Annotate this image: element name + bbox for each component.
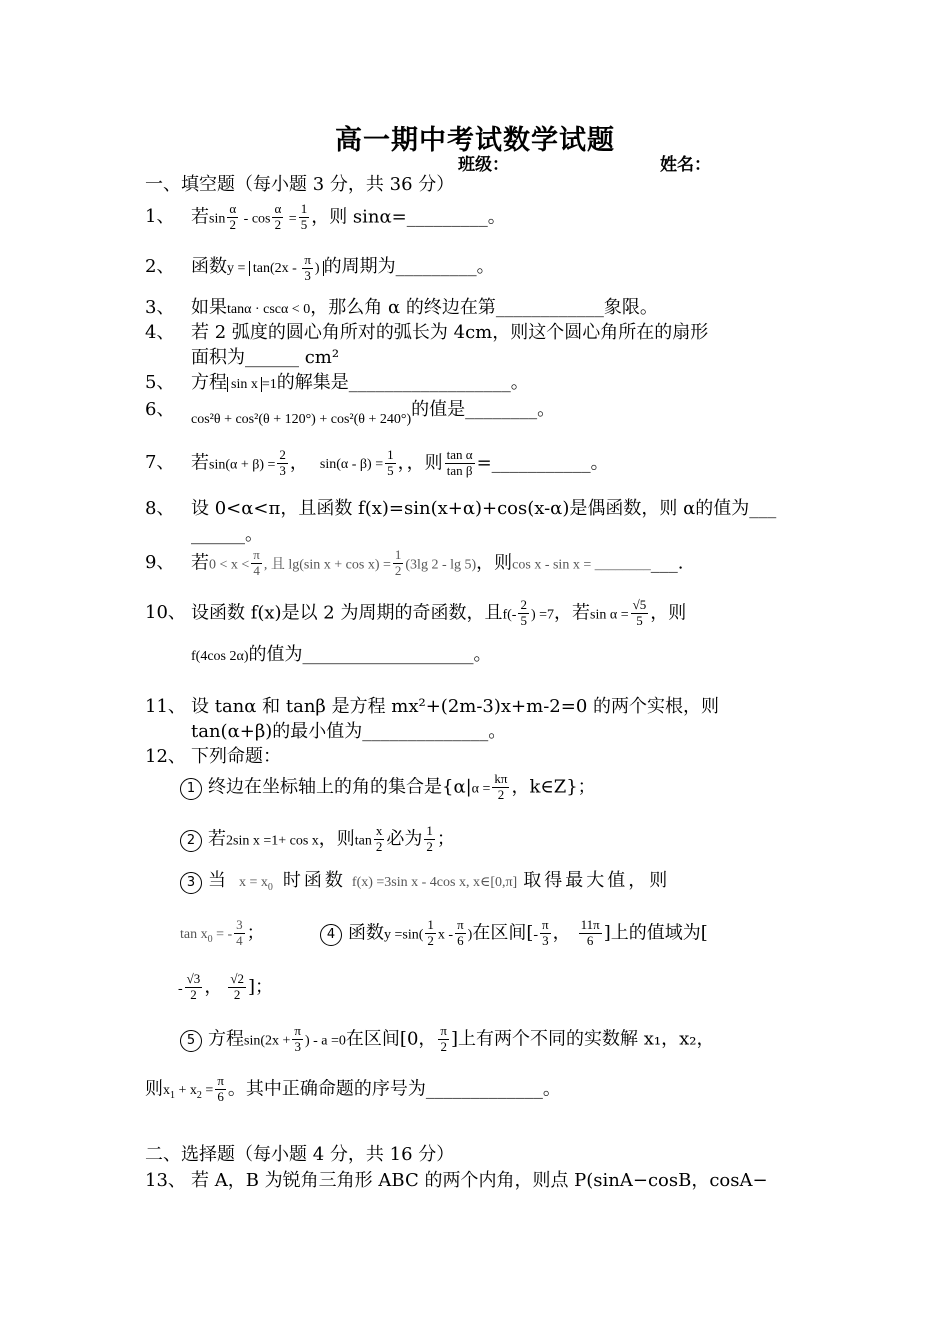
- question-3: 3、 如果tanα · cscα < 0，那么角 α 的终边在第____________象限。: [145, 297, 658, 318]
- question-13: 13、 若 A，B 为锐角三角形 ABC 的两个内角，则点 P(sinA−cosB，cosA−: [145, 1170, 768, 1191]
- question-4: 4、 若 2 弧度的圆心角所对的弧长为 4cm，则这个圆心角所在的扇形: [145, 322, 709, 343]
- question-5: 5、 方程 sin x =1的解集是__________________。: [145, 372, 529, 393]
- class-label: 班级：: [458, 155, 509, 175]
- proposition-3-cont: $\tan x_0$ = - $\frac{3}{4}$ ；: [180, 917, 265, 948]
- question-11: 11、 设 tanα 和 tanβ 是方程 mx²+(2m-3)x+m-2=0 的两个实根，则: [145, 696, 719, 717]
- question-number: 1、: [145, 206, 175, 228]
- question-10: 10、 设函数 f(x)是以 2 为周期的奇函数，且f(- $\frac{2}{5}$ ) =7，若sin α = $\frac{√5}{5}$ ，则: [145, 597, 687, 628]
- proposition-4-cont: - $\frac{√3}{2}$ ， $\frac{√2}{2}$ ]；: [178, 971, 273, 1002]
- proposition-4: 4 函数y =sin( $\frac{1}{2}$ x - $\frac{\pi}{6}$ )在区间[- $\frac{\pi}{3}$ ， $\frac{11\pi}{6}$ ]上的值域为[: [320, 918, 708, 949]
- question-8: 8、 设 0<α<π，且函数 f(x)=sin(x+α)+cos(x-α)是偶函数，则 α的值为___: [145, 498, 777, 519]
- question-6: 6、 $_{cos^2\theta + cos^2(\theta + 120^\circ) + cos^2(\theta + 240^\circ)}$的值是________。: [145, 399, 556, 427]
- question-2: 2、 函数y = tan(2x - $\frac{\pi}{3}$ ) 的周期为_________。: [145, 252, 495, 284]
- question-10-cont: f(4cos 2α)的值为___________________。: [191, 644, 492, 665]
- proposition-1: 1 终边在坐标轴上的角的集合是{α|α = $\frac{k\pi}{2}$ ，k∈Z}；: [180, 772, 596, 803]
- name-label: 姓名：: [660, 155, 711, 175]
- question-4-cont: 面积为______ cm²: [191, 347, 340, 368]
- question-12: 12、 下列命题：: [145, 746, 281, 767]
- proposition-2: 2 若2sin x =1+ cos x，则tan $\frac{x}{2}$ 必为 $\frac{1}{2}$ ；: [180, 824, 455, 855]
- question-7: 7、 若sin(α + β) = $\frac{2}{3}$ ， sin(α - β) = $\frac{1}{5}$ ，，则 $\frac{\text{tan α}}{\text{tan β}}$ =___________。: [145, 447, 609, 478]
- question-8-cont: ______。: [191, 524, 263, 545]
- section2-heading: 二、选择题（每小题 4 分，共 16 分）: [145, 1144, 455, 1165]
- question-1: 1、 若sin $\frac{\alpha}{2}$ - cos $\frac{\alpha}{2}$ = $\frac{1}{5}$ ，则 sinα=_________。: [145, 201, 506, 232]
- proposition-3: 3 当 $x = x_0$ 时函数 f(x) =3sin x - 4cos x, x∈[0,π] 取得最大值，则: [180, 866, 670, 894]
- section1-heading: 一、填空题（每小题 3 分，共 36 分）: [145, 174, 455, 195]
- question-9: 9、 若0 < x < $\frac{\pi}{4}$ , 且 lg(sin x + cos x) = $\frac{1}{2}$ (3lg 2 - lg 5)，则cos x - sin x = ___________.: [145, 547, 684, 578]
- page-title: 高一期中考试数学试题: [335, 125, 615, 156]
- proposition-5: 5 方程sin(2x + $\frac{\pi}{3}$ ) - a =0在区间[0， $\frac{\pi}{2}$ ]上有两个不同的实数解 x₁，x₂，: [180, 1024, 714, 1055]
- question-11-cont: tan(α+β)的最小值为______________。: [191, 721, 507, 742]
- proposition-5-cont: 则$x_1 + x_2$ = $\frac{\pi}{6}$ 。其中正确命题的序号为_____________。: [145, 1073, 561, 1104]
